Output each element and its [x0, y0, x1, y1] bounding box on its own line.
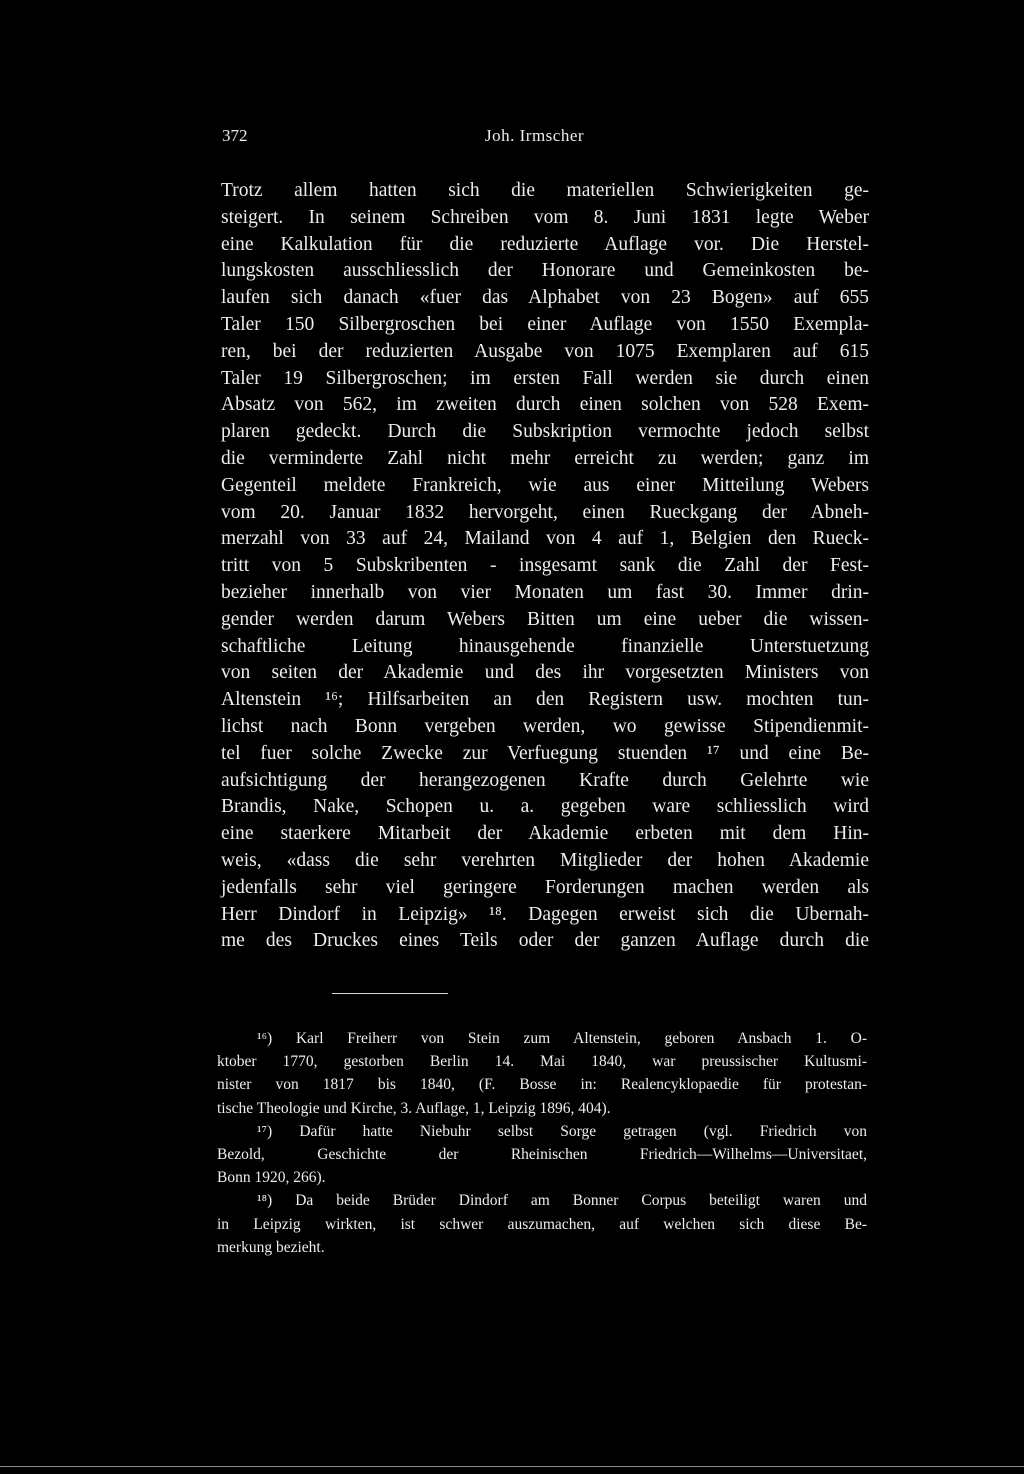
body-line: Altenstein ¹⁶; Hilfsarbeiten an den Registern usw. mochten tun-: [221, 689, 869, 711]
page-header: [222, 122, 867, 150]
footnote-line: nister von 1817 bis 1840, (F. Bosse in: Realencyklopaedie für protestan-: [217, 1076, 867, 1094]
body-line: me des Druckes eines Teils oder der ganzen Auflage durch die: [221, 930, 869, 952]
body-line: lichst nach Bonn vergeben werden, wo gewisse Stipendienmit-: [221, 715, 869, 737]
body-line: Herr Dindorf in Leipzig» ¹⁸. Dagegen erweist sich die Ubernah-: [221, 903, 869, 925]
body-line: eine Kalkulation für die reduzierte Auflage vor. Die Herstel-: [221, 233, 869, 255]
footnote-line: Bonn 1920, 266).: [217, 1169, 326, 1187]
body-line: merzahl von 33 auf 24, Mailand von 4 auf 1, Belgien den Rueck-: [221, 528, 869, 550]
page-number: 372: [222, 126, 248, 145]
body-line: Taler 150 Silbergroschen bei einer Auflage von 1550 Exempla-: [221, 313, 869, 335]
body-line: Taler 19 Silbergroschen; im ersten Fall werden sie durch einen: [221, 367, 869, 389]
footnote-divider: [332, 993, 448, 994]
footnote-line: ¹⁸) Da beide Brüder Dindorf am Bonner Corpus beteiligt waren und: [257, 1192, 867, 1210]
body-line: schaftliche Leitung hinausgehende finanzielle Unterstuetzung: [221, 635, 869, 657]
footnote-line: ¹⁷) Dafür hatte Niebuhr selbst Sorge getragen (vgl. Friedrich von: [257, 1122, 867, 1140]
body-line: gender werden darum Webers Bitten um eine ueber die wissen-: [221, 608, 869, 630]
body-line: eine staerkere Mitarbeit der Akademie erbeten mit dem Hin-: [221, 823, 869, 845]
footnote-line: tische Theologie und Kirche, 3. Auflage, 1, Leipzig 1896, 404).: [217, 1099, 611, 1117]
body-line: die verminderte Zahl nicht mehr erreicht zu werden; ganz im: [221, 447, 869, 469]
body-line: lungskosten ausschliesslich der Honorare und Gemeinkosten be-: [221, 260, 869, 282]
footnote-line: merkung bezieht.: [217, 1238, 325, 1256]
body-line: laufen sich danach «fuer das Alphabet von 23 Bogen» auf 655: [221, 287, 869, 309]
body-text: [221, 178, 869, 955]
body-line: ren, bei der reduzierten Ausgabe von 1075 Exemplaren auf 615: [221, 340, 869, 362]
body-line: Absatz von 562, im zweiten durch einen solchen von 528 Exem-: [221, 394, 869, 416]
scan-edge-line: [0, 1466, 1024, 1467]
body-line: steigert. In seinem Schreiben vom 8. Juni 1831 legte Weber: [221, 206, 869, 228]
body-line: vom 20. Januar 1832 hervorgeht, einen Rueckgang der Abneh-: [221, 501, 869, 523]
footnote-line: Bezold, Geschichte der Rheinischen Friedrich—Wilhelms—Universitaet,: [217, 1146, 867, 1164]
footnote-line: ktober 1770, gestorben Berlin 14. Mai 1840, war preussischer Kultusmi-: [217, 1053, 867, 1071]
body-line: von seiten der Akademie und des ihr vorgesetzten Ministers von: [221, 662, 869, 684]
body-line: tritt von 5 Subskribenten - insgesamt sank die Zahl der Fest-: [221, 555, 869, 577]
running-head: Joh. Irmscher: [485, 126, 585, 145]
footnote-line: ¹⁶) Karl Freiherr von Stein zum Altenstein, geboren Ansbach 1. O-: [257, 1030, 867, 1047]
body-line: aufsichtigung der herangezogenen Krafte durch Gelehrte wie: [221, 769, 869, 791]
body-line: bezieher innerhalb von vier Monaten um fast 30. Immer drin-: [221, 581, 869, 603]
body-line: weis, «dass die sehr verehrten Mitglieder der hohen Akademie: [221, 849, 869, 871]
body-line: Brandis, Nake, Schopen u. a. gegeben ware schliesslich wird: [221, 796, 869, 818]
body-line: Trotz allem hatten sich die materiellen Schwierigkeiten ge-: [221, 180, 869, 201]
body-line: Gegenteil meldete Frankreich, wie aus einer Mitteilung Webers: [221, 474, 869, 496]
body-line: tel fuer solche Zwecke zur Verfuegung stuenden ¹⁷ und eine Be-: [221, 742, 869, 764]
footnote-line: in Leipzig wirkten, ist schwer auszumachen, auf welchen sich diese Be-: [217, 1215, 867, 1233]
footnotes: [217, 1027, 867, 1259]
body-line: plaren gedeckt. Durch die Subskription vermochte jedoch selbst: [221, 421, 869, 443]
body-line: jedenfalls sehr viel geringere Forderungen machen werden als: [221, 876, 869, 898]
